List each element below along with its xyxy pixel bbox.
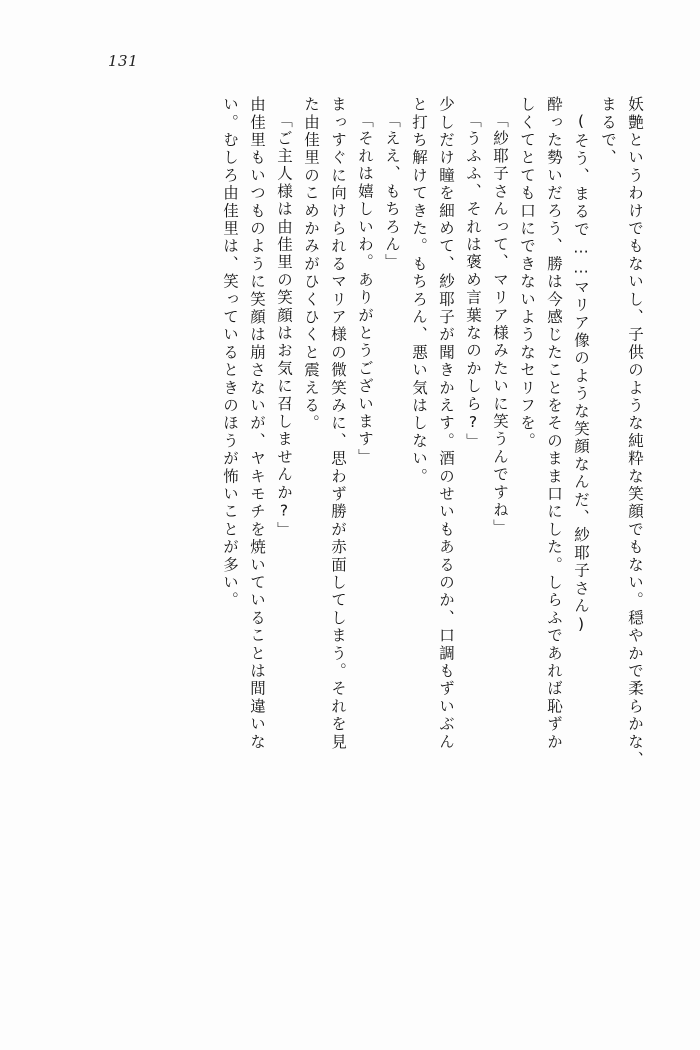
- text-line: しくてとても口にできないようなセリフを。: [518, 96, 536, 450]
- text-line: た由佳里のこめかみがひくひくと震える。: [302, 96, 320, 433]
- text-line: 酔った勢いだろう、勝は今感じたことをそのまま口にした。しらふであれば恥ずか: [545, 96, 563, 751]
- text-line: 「紗耶子さんって、マリア様みたいに笑うんですね」: [491, 112, 509, 537]
- text-line: と打ち解けてきた。もちろん、悪い気はしない。: [410, 96, 428, 486]
- vertical-text-body: [64, 96, 642, 996]
- text-line: まっすぐに向けられるマリア様の微笑みに、思わず勝が赤面してしまう。それを見: [329, 96, 347, 751]
- page-number: 131: [108, 52, 139, 70]
- text-line: 少しだけ瞳を細めて、紗耶子が聞きかえす。酒のせいもあるのか、口調もずいぶん: [437, 96, 455, 751]
- text-line: 「ご主人様は由佳里の笑顔はお気に召しませんか?」: [275, 112, 293, 540]
- text-line: 「それは嬉しいわ。ありがとうございます」: [356, 112, 374, 466]
- text-line: 「うふふ、それは褒め言葉なのかしら?」: [464, 112, 482, 451]
- text-line: 「ええ、もちろん」: [383, 112, 401, 272]
- text-line: い。むしろ由佳里は、笑っているときのほうが怖いことが多い。: [221, 96, 239, 610]
- text-line: まるで、: [599, 96, 617, 167]
- text-line: (そう、まるで……マリア像のような笑顔なんだ、紗耶子さん): [572, 112, 590, 636]
- text-line: 由佳里もいつものように笑顔は崩さないが、ヤキモチを焼いていることは間違いな: [248, 96, 266, 751]
- text-line: 妖艶というわけでもないし、子供のような純粋な笑顔でもない。穏やかで柔らかな、: [626, 96, 644, 769]
